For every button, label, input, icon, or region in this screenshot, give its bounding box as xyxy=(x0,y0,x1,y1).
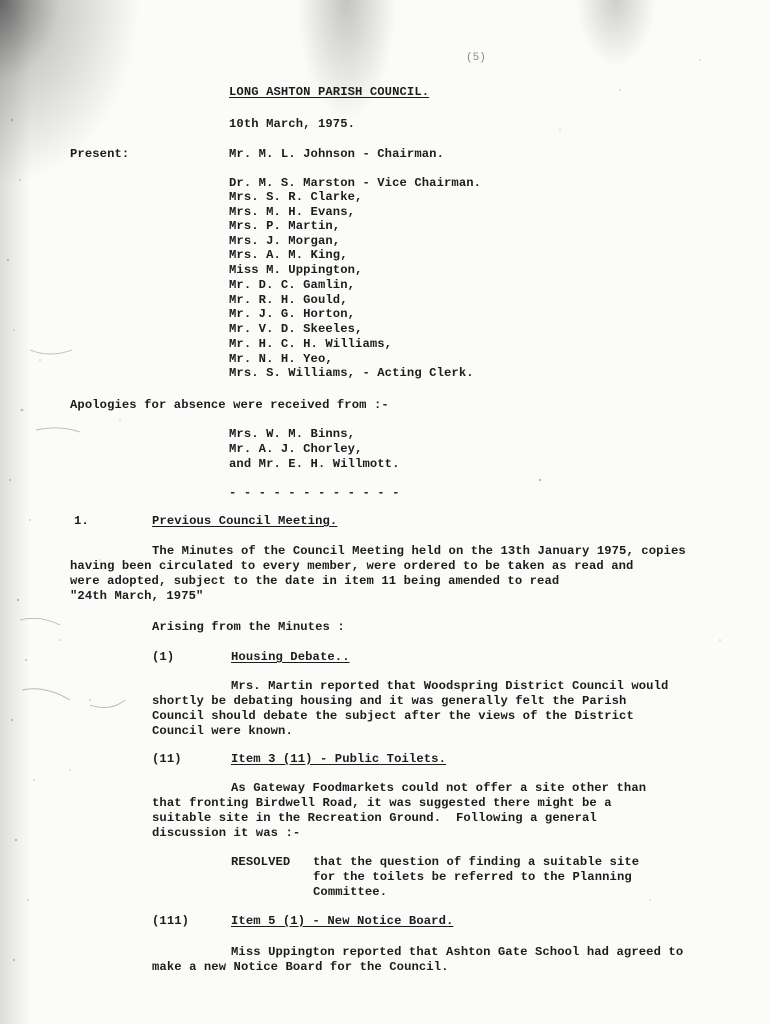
body-line: shortly be debating housing and it was generally felt the Parish xyxy=(152,694,627,708)
resolution-line: that the question of finding a suitable site xyxy=(313,855,640,869)
body-line: that fronting Birdwell Road, it was suggested there might be a xyxy=(152,796,612,810)
present-member: Mr. M. L. Johnson - Chairman. xyxy=(229,147,444,161)
body-line: discussion it was :- xyxy=(152,826,301,840)
body-line: suitable site in the Recreation Ground. Following a general xyxy=(152,811,597,825)
resolved-label: RESOLVED xyxy=(231,855,291,869)
subitem-heading: Item 3 (11) - Public Toilets. xyxy=(231,752,446,766)
body-line: "24th March, 1975" xyxy=(70,589,204,603)
page-mark: (5) xyxy=(466,52,486,64)
present-member: Mr. H. C. H. Williams, xyxy=(229,337,393,351)
body-line: As Gateway Foodmarkets could not offer a site other than xyxy=(231,781,647,795)
present-member: Mr. D. C. Gamlin, xyxy=(229,278,356,292)
item-heading: Previous Council Meeting. xyxy=(152,514,338,528)
subitem-number: (111) xyxy=(152,914,190,928)
resolution-line: Committee. xyxy=(313,885,388,899)
present-label: Present: xyxy=(70,147,130,161)
subitem-number: (1) xyxy=(152,650,175,664)
present-member: Mr. R. H. Gould, xyxy=(229,293,348,307)
item-number: 1. xyxy=(74,514,89,528)
present-member: Mrs. A. M. King, xyxy=(229,248,348,262)
section-divider: - - - - - - - - - - - - xyxy=(229,486,400,500)
body-line: Miss Uppington reported that Ashton Gate School had agreed to xyxy=(231,945,684,959)
present-member: Dr. M. S. Marston - Vice Chairman. xyxy=(229,176,482,190)
present-member: Mr. V. D. Skeeles, xyxy=(229,322,363,336)
body-line: The Minutes of the Council Meeting held on the 13th January 1975, copies xyxy=(152,544,686,558)
present-member: Mrs. S. R. Clarke, xyxy=(229,190,363,204)
apologies-label: Apologies for absence were received from :- xyxy=(70,398,389,412)
subitem-heading: Housing Debate.. xyxy=(231,650,350,664)
meeting-date: 10th March, 1975. xyxy=(229,117,356,131)
document-title: LONG ASHTON PARISH COUNCIL. xyxy=(229,85,430,99)
body-line: Mrs. Martin reported that Woodspring District Council would xyxy=(231,679,669,693)
body-line: Council should debate the subject after the views of the District xyxy=(152,709,634,723)
body-line: were adopted, subject to the date in item 11 being amended to read xyxy=(70,574,560,588)
present-member: Miss M. Uppington, xyxy=(229,263,363,277)
body-line: Council were known. xyxy=(152,724,293,738)
resolution-line: for the toilets be referred to the Planning xyxy=(313,870,632,884)
apology-name: Mr. A. J. Chorley, xyxy=(229,442,363,456)
body-line: having been circulated to every member, were ordered to be taken as read and xyxy=(70,559,634,573)
arising-label: Arising from the Minutes : xyxy=(152,620,345,634)
apology-name: and Mr. E. H. Willmott. xyxy=(229,457,400,471)
subitem-number: (11) xyxy=(152,752,182,766)
body-line: make a new Notice Board for the Council. xyxy=(152,960,449,974)
present-member: Mrs. M. H. Evans, xyxy=(229,205,356,219)
subitem-heading: Item 5 (1) - New Notice Board. xyxy=(231,914,454,928)
present-member: Mrs. J. Morgan, xyxy=(229,234,341,248)
present-member: Mrs. P. Martin, xyxy=(229,219,341,233)
present-member: Mr. J. G. Horton, xyxy=(229,307,356,321)
present-member: Mrs. S. Williams, - Acting Clerk. xyxy=(229,366,474,380)
present-member: Mr. N. H. Yeo, xyxy=(229,352,333,366)
apology-name: Mrs. W. M. Binns, xyxy=(229,427,356,441)
